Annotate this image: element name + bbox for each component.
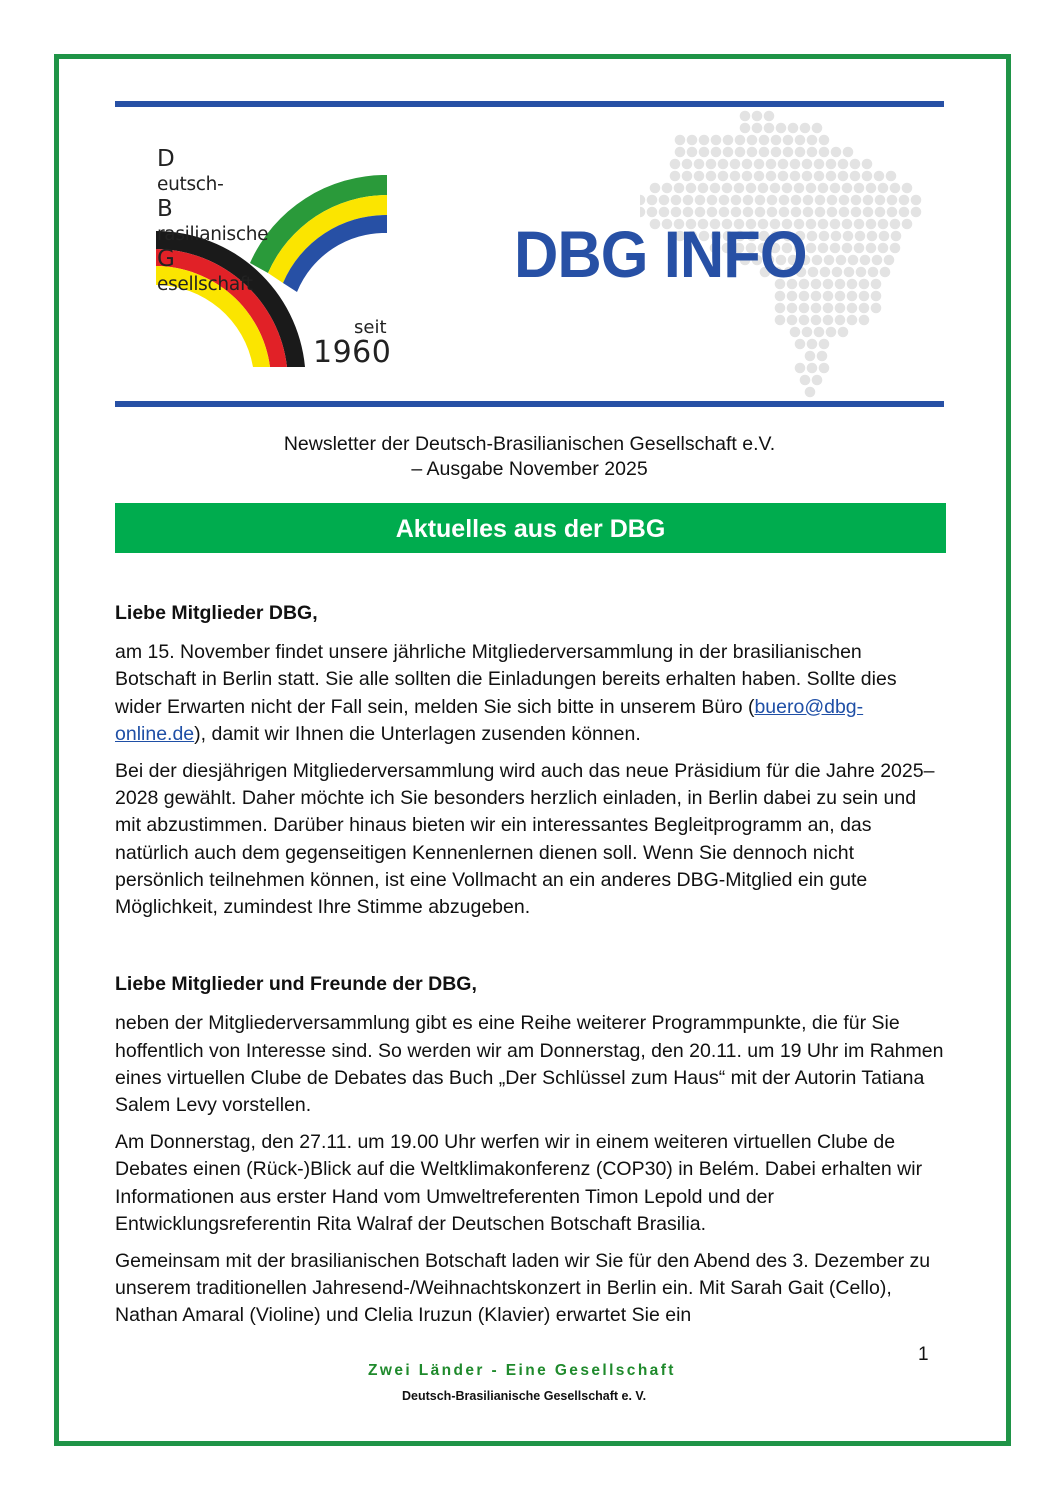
map-dot bbox=[875, 195, 886, 206]
page-number: 1 bbox=[918, 1344, 929, 1365]
map-dot bbox=[675, 147, 686, 158]
map-dot bbox=[806, 183, 817, 194]
map-dot bbox=[778, 159, 789, 170]
map-dot bbox=[835, 303, 846, 314]
map-dot bbox=[807, 135, 818, 146]
map-dot bbox=[687, 147, 698, 158]
map-dot bbox=[710, 183, 721, 194]
map-dot bbox=[787, 303, 798, 314]
map-dot bbox=[872, 255, 883, 266]
map-dot bbox=[794, 183, 805, 194]
paragraph: Gemeinsam mit der brasilianischen Botschaft laden wir Sie für den Abend des 3. Dezember zu unserem traditionellen Jahresend-/Weihnachtskonzert in Berlin ein. Mit Sarah Gait (Cello), Nathan Amaral (Violine) und Clelia Iruzun (Klavier) erwartet Sie ein bbox=[115, 1250, 931, 1327]
map-dot bbox=[819, 231, 830, 242]
map-dot bbox=[850, 171, 861, 182]
map-dot bbox=[875, 207, 886, 218]
map-dot bbox=[730, 171, 741, 182]
map-dot bbox=[755, 195, 766, 206]
map-dot bbox=[839, 207, 850, 218]
map-dot bbox=[823, 291, 834, 302]
header-rule-bottom bbox=[115, 401, 944, 407]
map-dot bbox=[802, 171, 813, 182]
map-dot bbox=[815, 195, 826, 206]
map-dot bbox=[868, 267, 879, 278]
map-dot bbox=[746, 183, 757, 194]
map-dot bbox=[694, 159, 705, 170]
map-dot bbox=[695, 195, 706, 206]
map-dot bbox=[843, 231, 854, 242]
map-dot bbox=[803, 195, 814, 206]
map-dot bbox=[735, 147, 746, 158]
map-dot bbox=[682, 159, 693, 170]
map-dot bbox=[812, 255, 823, 266]
map-dot bbox=[759, 135, 770, 146]
map-dot bbox=[752, 123, 763, 134]
map-dot bbox=[740, 111, 751, 122]
greeting-members-friends: Liebe Mitglieder und Freunde der DBG, bbox=[115, 973, 477, 996]
map-dot bbox=[795, 147, 806, 158]
map-dot bbox=[799, 315, 810, 326]
section-banner: Aktuelles aus der DBG bbox=[115, 503, 946, 553]
subtitle-line-1: Newsletter der Deutsch-Brasilianischen Gesellschaft e.V. bbox=[283, 433, 776, 455]
map-dot bbox=[854, 219, 865, 230]
map-dot bbox=[830, 183, 841, 194]
map-dot bbox=[791, 195, 802, 206]
map-dot bbox=[862, 159, 873, 170]
map-dot bbox=[783, 147, 794, 158]
map-dot bbox=[802, 159, 813, 170]
map-dot bbox=[836, 255, 847, 266]
map-dot bbox=[830, 219, 841, 230]
subtitle-line-2: – Ausgabe November 2025 bbox=[411, 458, 648, 480]
greeting-members: Liebe Mitglieder DBG, bbox=[115, 602, 318, 624]
map-dot bbox=[771, 147, 782, 158]
map-dot bbox=[847, 279, 858, 290]
logo-since-year: 1960 bbox=[313, 335, 392, 370]
map-dot bbox=[790, 171, 801, 182]
map-dot bbox=[891, 231, 902, 242]
map-dot bbox=[730, 159, 741, 170]
map-dot bbox=[662, 183, 673, 194]
map-dot bbox=[805, 351, 816, 362]
map-dot bbox=[743, 195, 754, 206]
map-dot bbox=[764, 123, 775, 134]
map-dot bbox=[811, 291, 822, 302]
paragraph: Bei der diesjährigen Mitgliederversammlung wird auch das neue Präsidium für die Jahre 2025–2028 gewählt. Daher möchte ich Sie besonders herzlich einladen, in Berlin dabei zu sein und mit abzustimmen. Darüber hinaus bieten wir ein interessantes Begleitprogramm an, das natürlich auch dem gegenseitigen Kennenlernen dienen soll. Wenn Sie dennoch nicht persönlich teilnehmen können, ist eine Vollmacht an ein anderes DBG-Mitglied ein gute Möglichkeit, zumindest Ihre Stimme abzugeben. bbox=[115, 760, 935, 919]
map-dot bbox=[711, 147, 722, 158]
map-dot bbox=[734, 183, 745, 194]
map-dot bbox=[820, 267, 831, 278]
map-dot bbox=[890, 243, 901, 254]
map-dot bbox=[831, 147, 842, 158]
map-dot bbox=[787, 315, 798, 326]
map-dot bbox=[805, 387, 816, 398]
map-dot bbox=[887, 195, 898, 206]
map-dot bbox=[890, 183, 901, 194]
map-dot bbox=[847, 291, 858, 302]
map-dot bbox=[823, 315, 834, 326]
map-dot bbox=[671, 195, 682, 206]
map-dot bbox=[674, 183, 685, 194]
map-dot bbox=[902, 219, 913, 230]
map-dot bbox=[759, 147, 770, 158]
masthead-title: DBG INFO bbox=[514, 217, 807, 291]
map-dot bbox=[838, 327, 849, 338]
map-dot bbox=[808, 267, 819, 278]
map-dot bbox=[818, 219, 829, 230]
map-dot bbox=[806, 219, 817, 230]
map-dot bbox=[783, 135, 794, 146]
map-dot bbox=[650, 183, 661, 194]
map-dot bbox=[802, 327, 813, 338]
map-dot bbox=[770, 183, 781, 194]
map-dot bbox=[812, 375, 823, 386]
map-dot bbox=[847, 315, 858, 326]
map-dot bbox=[911, 207, 922, 218]
map-dot bbox=[863, 195, 874, 206]
map-dot bbox=[817, 351, 828, 362]
map-dot bbox=[752, 111, 763, 122]
map-dot bbox=[758, 183, 769, 194]
map-dot bbox=[844, 267, 855, 278]
map-dot bbox=[775, 303, 786, 314]
map-dot bbox=[670, 171, 681, 182]
map-dot bbox=[683, 195, 694, 206]
map-dot bbox=[855, 231, 866, 242]
map-dot bbox=[764, 111, 775, 122]
map-dot bbox=[718, 171, 729, 182]
map-dot bbox=[871, 279, 882, 290]
map-dot bbox=[867, 231, 878, 242]
map-dot bbox=[814, 171, 825, 182]
map-dot bbox=[790, 327, 801, 338]
map-dot bbox=[735, 135, 746, 146]
map-dot bbox=[863, 207, 874, 218]
footer-slogan: Zwei Länder - Eine Gesellschaft bbox=[368, 1362, 676, 1379]
map-dot bbox=[814, 327, 825, 338]
map-dot bbox=[807, 147, 818, 158]
map-dot bbox=[860, 255, 871, 266]
map-dot bbox=[839, 195, 850, 206]
map-dot bbox=[814, 159, 825, 170]
map-dot bbox=[694, 171, 705, 182]
map-dot bbox=[742, 159, 753, 170]
map-dot bbox=[775, 315, 786, 326]
map-dot bbox=[886, 171, 897, 182]
map-dot bbox=[706, 159, 717, 170]
map-dot bbox=[856, 267, 867, 278]
map-dot bbox=[842, 243, 853, 254]
map-dot bbox=[842, 219, 853, 230]
map-dot bbox=[850, 159, 861, 170]
map-dot bbox=[835, 291, 846, 302]
map-dot bbox=[742, 171, 753, 182]
map-dot bbox=[723, 147, 734, 158]
map-dot bbox=[707, 195, 718, 206]
map-dot bbox=[838, 159, 849, 170]
brazilian-flag-arc bbox=[250, 175, 387, 292]
map-dot bbox=[854, 243, 865, 254]
map-dot bbox=[859, 279, 870, 290]
map-dot bbox=[879, 231, 890, 242]
map-dot bbox=[788, 123, 799, 134]
map-dot bbox=[640, 195, 645, 206]
logo-wordmark: D eutsch- B rasilianische G esellschaft bbox=[157, 146, 269, 295]
map-dot bbox=[878, 243, 889, 254]
map-dot bbox=[835, 279, 846, 290]
map-dot bbox=[747, 147, 758, 158]
footer-organization: Deutsch-Brasilianische Gesellschaft e. V. bbox=[402, 1389, 647, 1403]
map-dot bbox=[826, 171, 837, 182]
map-dot bbox=[866, 183, 877, 194]
map-dot bbox=[826, 327, 837, 338]
map-dot bbox=[778, 171, 789, 182]
map-dot bbox=[706, 171, 717, 182]
map-dot bbox=[807, 231, 818, 242]
map-dot bbox=[859, 303, 870, 314]
map-dot bbox=[776, 123, 787, 134]
newsletter-subtitle bbox=[115, 432, 944, 482]
map-dot bbox=[826, 159, 837, 170]
map-dot bbox=[871, 303, 882, 314]
map-dot bbox=[851, 207, 862, 218]
map-dot bbox=[878, 183, 889, 194]
map-dot bbox=[890, 219, 901, 230]
map-dot bbox=[806, 243, 817, 254]
map-dot bbox=[699, 147, 710, 158]
map-dot bbox=[790, 159, 801, 170]
map-dot bbox=[862, 171, 873, 182]
map-dot bbox=[866, 219, 877, 230]
map-dot bbox=[911, 195, 922, 206]
map-dot bbox=[859, 291, 870, 302]
map-dot bbox=[843, 147, 854, 158]
map-dot bbox=[823, 303, 834, 314]
map-dot bbox=[647, 195, 658, 206]
map-dot bbox=[854, 183, 865, 194]
map-dot bbox=[675, 135, 686, 146]
header-rule-top bbox=[115, 101, 944, 107]
map-dot bbox=[799, 303, 810, 314]
map-dot bbox=[812, 123, 823, 134]
map-dot bbox=[871, 291, 882, 302]
map-dot bbox=[899, 207, 910, 218]
map-dot bbox=[711, 135, 722, 146]
map-dot bbox=[866, 243, 877, 254]
map-dot bbox=[731, 195, 742, 206]
map-dot bbox=[878, 219, 889, 230]
paragraph: neben der Mitgliederversammlung gibt es eine Reihe weiterer Programmpunkte, die für Sie hoffentlich von Interesse sind. So werden wir am Donnerstag, den 20.11. um 19 Uhr im Rahmen eines virtuellen Clube de Debates das Buch „Der Schlüssel zum Haus“ mit der Autorin Tatiana Salem Levy vorstellen. bbox=[115, 1012, 944, 1117]
map-dot bbox=[835, 315, 846, 326]
map-dot bbox=[754, 171, 765, 182]
map-dot bbox=[819, 147, 830, 158]
map-dot bbox=[830, 243, 841, 254]
map-dot bbox=[800, 375, 811, 386]
map-dot bbox=[818, 183, 829, 194]
map-dot bbox=[902, 183, 913, 194]
map-dot bbox=[823, 279, 834, 290]
map-dot bbox=[747, 135, 758, 146]
map-dot bbox=[874, 171, 885, 182]
map-dot bbox=[848, 255, 859, 266]
map-dot bbox=[795, 339, 806, 350]
map-dot bbox=[687, 135, 698, 146]
map-dot bbox=[842, 183, 853, 194]
map-dot bbox=[827, 195, 838, 206]
map-dot bbox=[807, 339, 818, 350]
map-dot bbox=[766, 159, 777, 170]
map-dot bbox=[824, 255, 835, 266]
paragraph: am 15. November findet unsere jährliche Mitgliederversammlung in der brasilianischen Botschaft in Berlin statt. Sie alle sollten die Einladungen bereits erhalten haben. Sollte dies wider Erwarten nicht der Fall sein, melden Sie sich bitte in unserem Büro (buero@dbg-online.de), damit wir Ihnen die Unterlagen zusenden können. bbox=[115, 641, 897, 745]
map-dot bbox=[831, 231, 842, 242]
map-dot bbox=[827, 207, 838, 218]
map-dot bbox=[795, 135, 806, 146]
map-dot bbox=[682, 171, 693, 182]
email-link[interactable]: buero@dbg-online.de bbox=[115, 695, 864, 745]
map-dot bbox=[884, 255, 895, 266]
map-dot bbox=[754, 159, 765, 170]
map-dot bbox=[851, 195, 862, 206]
map-dot bbox=[800, 123, 811, 134]
map-dot bbox=[880, 267, 891, 278]
map-dot bbox=[899, 195, 910, 206]
map-dot bbox=[859, 315, 870, 326]
map-dot bbox=[767, 195, 778, 206]
map-dot bbox=[771, 135, 782, 146]
map-dot bbox=[718, 159, 729, 170]
map-dot bbox=[832, 267, 843, 278]
map-dot bbox=[819, 363, 830, 374]
map-dot bbox=[699, 135, 710, 146]
map-dot bbox=[670, 159, 681, 170]
map-dot bbox=[815, 207, 826, 218]
map-dot bbox=[811, 303, 822, 314]
map-dot bbox=[819, 135, 830, 146]
map-dot bbox=[811, 315, 822, 326]
map-dot bbox=[686, 183, 697, 194]
map-dot bbox=[811, 279, 822, 290]
map-dot bbox=[719, 195, 730, 206]
map-dot bbox=[722, 183, 733, 194]
map-dot bbox=[818, 243, 829, 254]
map-dot bbox=[723, 135, 734, 146]
map-dot bbox=[766, 171, 777, 182]
map-dot bbox=[779, 195, 790, 206]
map-dot bbox=[740, 123, 751, 134]
map-dot bbox=[887, 207, 898, 218]
map-dot bbox=[795, 363, 806, 374]
newsletter-body bbox=[115, 600, 947, 1340]
map-dot bbox=[807, 363, 818, 374]
map-dot bbox=[659, 195, 670, 206]
map-dot bbox=[819, 339, 830, 350]
paragraph: Am Donnerstag, den 27.11. um 19.00 Uhr werfen wir in einem weiteren virtuellen Clube de Debates einen (Rück-)Blick auf die Weltklimakonferenz (COP30) in Belém. Dabei erhalten wir Informationen aus erster Hand vom Umweltreferenten Timon Lepold und der Entwicklungsreferentin Rita Walraf der Deutschen Botschaft Brasilia. bbox=[115, 1131, 923, 1235]
dbg-logo bbox=[150, 145, 400, 375]
map-dot bbox=[782, 183, 793, 194]
map-dot bbox=[838, 171, 849, 182]
map-dot bbox=[847, 303, 858, 314]
logo-since-label: seit bbox=[354, 317, 387, 338]
map-dot bbox=[698, 183, 709, 194]
